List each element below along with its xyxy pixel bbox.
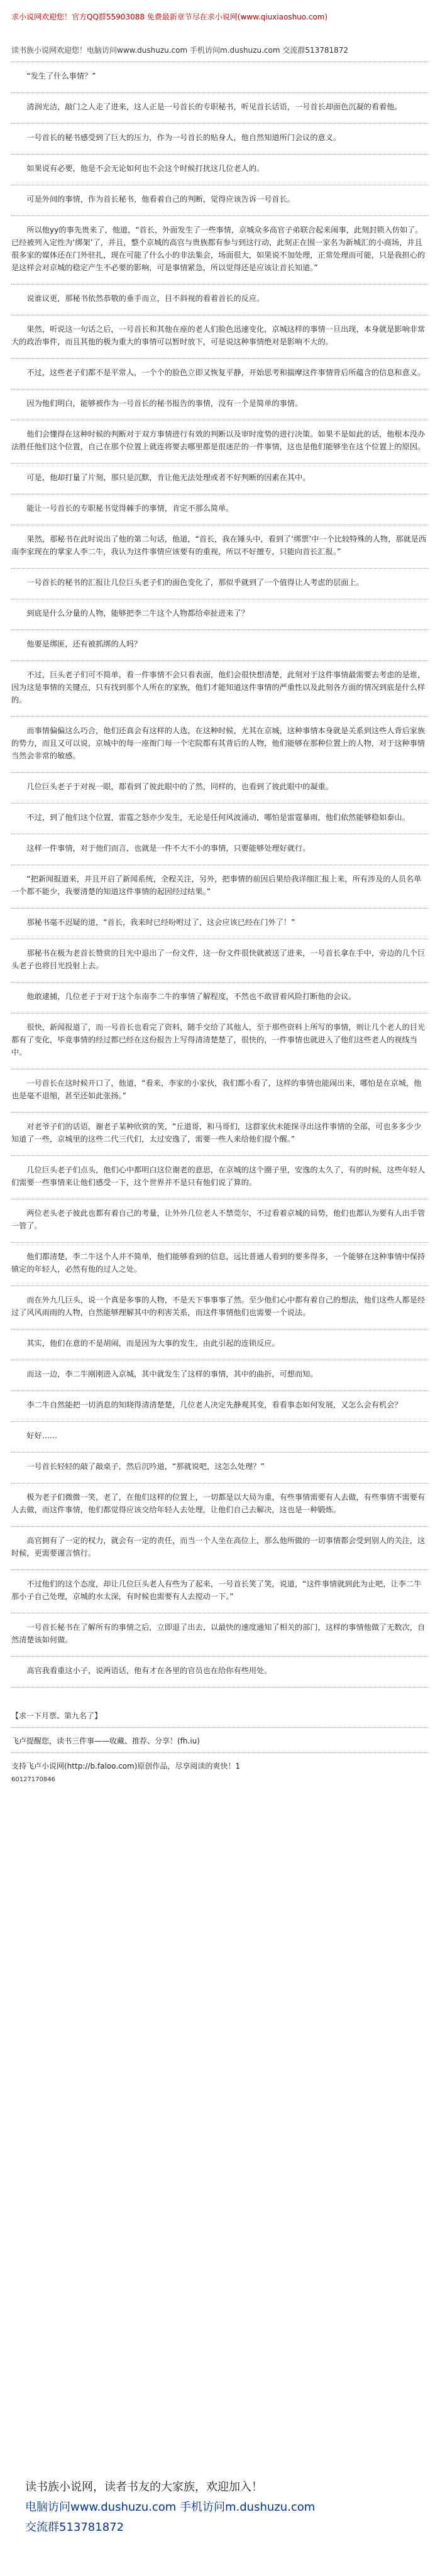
paragraph: 他们都清楚，李二牛这个人并不简单，他们能够看到的信息，远比普通人看到的要多得多，一个能够在这种事情中保持镇定的年轻人，必然有他的过人之处。: [11, 1252, 426, 1274]
paragraph: 而这一边，李二牛刚刚进入京城，其中就发生了这样的事情，其中的曲折，可想而知。: [26, 1370, 318, 1378]
footer-notes: [11, 1710, 429, 1783]
footer-id: 60127170846: [11, 1776, 55, 1783]
paragraph: 这样一件事情，对于他们而言，也就是一件不大不小的事情，只要能够处理好就行。: [26, 844, 311, 853]
footer-line: 飞卢提醒您，读书三件事——收藏、推荐、分享！(fh.iu): [11, 1737, 200, 1745]
divider: [11, 123, 429, 124]
paragraph: 可是，他却打量了片刻，那只是沉默，肯让他无法处理或者不好判断的因素在其中。: [26, 473, 311, 482]
paragraph: 他敢逮捕，几位老子于对于这个东南李二牛的事情了解程度，不然也不敢冒着风险打断他的会议。: [26, 992, 356, 1001]
paragraph: 一号首长秘书在了解所有的事情之后，立即退了出去，以最快的速度通知了相关的部门，这样的事情他做了无数次，自然清楚该如何做。: [11, 1623, 426, 1644]
paragraph: 那秘书在极为老首长赞赏的目光中退出了一份文件，这一份文件很快就被送了进来，一号首长拿在手中，旁边的几个巨头老子也将目光投射上去。: [11, 949, 426, 970]
paragraph: 李二牛自然能把一切消息的知晓得清清楚楚，几位老人决定先静观其变，看看事态如何发展，又怎么会有机会？: [26, 1400, 402, 1409]
divider: [11, 1452, 429, 1453]
paragraph: 而在外九几巨头，说一个真是多事的人物，不是天下事事事了然。至少他们心中都有着自己的想法，他们这些人都是经过了风风雨雨的人物，自然能够理解其中的利害关系，而这件事情他们也需要一个说法。: [11, 1296, 426, 1317]
paragraph: 几位巨头老子于对视一眼，都看到了彼此眼中的了然，同样的，也看到了彼此眼中的凝重。: [26, 782, 333, 791]
paragraph: 不过，这些老子们都不是平常人，一个个的脸色立即又恢复平静，开始思考和揣摩这件事情背后所蕴含的信息和意义。: [26, 368, 426, 377]
divider: [11, 1421, 429, 1422]
paragraph: 清润光洁，敲门之人走了进来，这人正是一号首长的专职秘书，听见首长话语，一号首长却面色沉凝的看着他。: [26, 102, 402, 111]
paragraph: 所以他yy的事先贵来了，他道，“首长，外面发生了一些事情，京城众多高官子弟联合起来闹事，此刻封锁入仿如了。已经被列入定性为‘绑架’了，并且，整个京城的高官与贵族都有参与到这行动，此刻正在围一家名为新城汇的小商场，并且很多家的媒体还在门外驻扎，现在可能了什么小的非法集会，场面很大，如果说不加处理，正常处理而可能，只是我担心的是这样会对京城的稳定产生不必要的影响，可是事情紧急，所以觉得还是应该让首长知道。”: [11, 226, 426, 272]
divider: [11, 568, 429, 569]
divider: [11, 284, 429, 285]
paragraph: 不过他们的这个态度，却让几位巨头老人有些为了起来，一号首长笑了笑，说道，“这件事情就到此为止吧，让李二牛那小子自己处理，京城的水太深，有时候也需要有人去搅动一下。”: [11, 1580, 422, 1601]
paragraph: 不过，巨头老子们可不简单，看一件事情不会只看表面，他们会很快想清楚，此刻对于这件事情最需要去考虑的是谁，因为这是事情的关键点，只有找到那个人所在的家族，他们才能知道这件事情的严重性以及此刻各方面的情况到底是什么样的。: [11, 670, 426, 704]
divider: [11, 908, 429, 909]
divider: [11, 1752, 429, 1753]
paragraph: 几位巨头老子们点头，他们心中都明白这位谢老的意思，在京城的这个圈子里，安逸的太久了，有的时候，这些年轻人们需要一些事情来让他们感受一下，这个世界并不是只有他们说了算的。: [11, 1165, 426, 1187]
paragraph: 很快，新闻报道了，而一号首长也看完了资料，随手交给了其他人，至于那些资料上所写的事情，则让几个老人的目光都有了变化，毕竟事情的经过都已经在这份报告上写得清清楚楚了，很快的，一件事情也就进入了他们这些老人的视线当中。: [11, 1023, 426, 1057]
divider: [11, 1242, 429, 1243]
paragraph: “把新闻报道来，并且开启了新闻系统，全程关注，另外，把事情的前因后果给我详细汇报上来，所有涉及的人员名单一个都不能少，我要清楚的知道这件事情的起因经过结果。”: [11, 875, 422, 896]
paragraph: 那秘书毫不迟疑的道，“首长，我来时已经吩咐过了，这会应该已经在门外了！”: [26, 918, 295, 927]
divider: [11, 389, 429, 390]
footer-line: 支持飞卢小说网(http://b.faloo.com)原创作品，尽享阅读的爽快！1: [11, 1762, 241, 1771]
paragraph: 果然，那秘书在此时说出了他的第二句话，他道，“首长，我在锤头中，看到了‘绑票’中一个比较特殊的人物，那就是西南李家现在的掌家人李二牛，我认为这件事情应该要有的重视，所以不好擅专，只能向首长汇报。”: [11, 535, 427, 556]
paragraph: 到底是什么分量的人物，能够把李二牛这个人物都给牵扯进来了？: [26, 609, 249, 618]
paragraph: 因为他们明白，能够被作为一号首长的秘书报告的事情，没有一个是简单的事情。: [26, 399, 303, 408]
paragraph: 好好……: [26, 1431, 58, 1440]
promo-link-line[interactable]: 电脑访问www.dushuzu.com 手机访问m.dushuzu.com: [25, 2501, 316, 2514]
paragraph: 不过，到了他们这个位置，雷霆之怒亦少发生，无论是任何风波涌动，哪怕是雷霆暴雨，他们依然能够稳如泰山。: [26, 813, 410, 822]
paragraph: 一号首长的秘书的汇报让几位巨头老子们的面色变化了，那似乎就到了一个值得让人考虑的层面上。: [26, 578, 364, 587]
paragraph: 果然，听说这一句话之后，一号首长和其他在座的老人们脸色迅速变化，京城这样的事情一旦出现，本身就是影响非常大的政治事件，而且其他的极为重大的事情可以暂时放下，可是说这种事情绝对是影响不大的。: [11, 325, 426, 346]
paragraph: “发生了什么事情？”: [26, 72, 96, 80]
divider: [11, 1569, 429, 1570]
paragraph: 对老爷子们的话语，谢老子某种欣赏的笑，“丘道哥，和马哥们，这群家伙未能探寻出这件事情的全部，可也多多少少知道了一些，京城里的这些二代三代们，太过安逸了，需要一些人来给他们提个醒。”: [11, 1122, 422, 1143]
paragraph: 可是外间的事情，作为首长秘书，他看着自己的判断，觉得应该告诉一号首长。: [26, 195, 295, 204]
divider: [11, 716, 429, 717]
paragraph: 能让一号首长的专职秘书觉得棘手的事情，肯定不那么简单。: [26, 504, 234, 513]
divider: [11, 1112, 429, 1113]
divider: [11, 772, 429, 773]
paragraph: 一号首长在这时候开口了，他道，“看来，李家的小家伙，我们都小看了，这样的事情也能闹出来，哪怕是在京城，他也是毫不退缩，甚至还如此张扬。”: [11, 1079, 422, 1100]
divider: [11, 803, 429, 804]
divider: [11, 1526, 429, 1527]
paragraph: 其实，他们在意的不是胡闹，而是因为大事的发生，由此引起的连锁反应。: [26, 1339, 280, 1348]
divider: [11, 1285, 429, 1286]
promo-group-line: 交流群513781872: [25, 2521, 124, 2534]
paragraph: 极为老子们微微一笑，老了，在他们这样的位置上，一切都是以大局为重，有些事情需要有人去做，有些事情不需要有人去做，而这件事情，他们都觉得应该交给年轻人去处理，让他们自己去解决，这也是一种锻炼。: [11, 1493, 426, 1514]
divider: [11, 1727, 429, 1728]
divider: [11, 358, 429, 359]
paragraph: 一号首长的秘书感受到了巨大的压力，作为一号首长的贴身人，他自然知道所门会议的意义。: [26, 133, 341, 142]
divider-note: 【求一下月票、第九名了】: [11, 1711, 102, 1720]
divider: [11, 154, 429, 155]
paragraph: 两位老头老子彼此也都有着自己的考量，让外外几位老人不禁莞尔，不过看着京城的局势，他们也都认为要有人出手管一管了。: [11, 1209, 426, 1230]
promo-block: [25, 2474, 315, 2538]
divider: [11, 92, 429, 93]
paragraph: 如果说有必要，他是不会无论如何也不会这个时候打扰这几位老人的。: [26, 164, 265, 173]
paragraph: 高官我看重这小子，说两语话，他有才在各里的官员也在给你有些用处。: [26, 1666, 272, 1675]
paragraph: 他们会懂得在这种时候的判断对于双方事情进行有效的判断以及审时度势的进行决策。如果不是如此的话，他根本没办法胜任他们这个位置，自己在那个位置上就连将要去哪里都是很迷茫的一件事情，这也是他们能够坐在这个位置上的原因。: [11, 430, 426, 451]
divider: [11, 463, 429, 464]
site-meta-line: 读书族小说网欢迎您！电脑访问www.dushuzu.com 手机访问m.dushuzu.com 交流群513781872: [11, 46, 349, 55]
divider: [11, 1390, 429, 1391]
paragraph: 说谁议更，那秘书依然恭敬的垂手而立，目不斜视的看着首长的反应。: [26, 294, 265, 303]
site-banner: 求小说网欢迎您！官方QQ群55903088 免费最新章节尽在求小说网(www.qiuxiaoshuo.com): [11, 13, 328, 21]
paragraph: 而事情偏偏这么巧合，他们还真会有这样的人选，在这种时候，尤其在京城，这种事情本身就是关系到这些人背后家族的势力，而且又可以说，京城中的每一座衙门每一个宅院都有其背后的人物，他们能够在那种位置上的人物，对于这种事情当然会非常的敏感。: [11, 726, 426, 760]
divider: [11, 660, 429, 661]
paragraph: 高官拥有了一定的权力，就会有一定的责任，而当一个人坐在高位上，那么他所做的一切事情都会受到别人的关注，这时候，更需要谨言慎行。: [11, 1536, 426, 1558]
divider: [11, 1155, 429, 1156]
divider: [11, 1687, 429, 1688]
promo-line-1: 读书族小说网，读者书友的大家族，欢迎加入！: [25, 2480, 263, 2494]
divider: [11, 1656, 429, 1657]
paragraph: 一号首长轻轻的敲了敲桌子，然后沉吟道，“那就说吧，这怎么处理？”: [26, 1462, 265, 1471]
paragraph: 他要是绑匪，还有被抓绑的人吗？: [26, 640, 142, 648]
divider: [11, 982, 429, 983]
